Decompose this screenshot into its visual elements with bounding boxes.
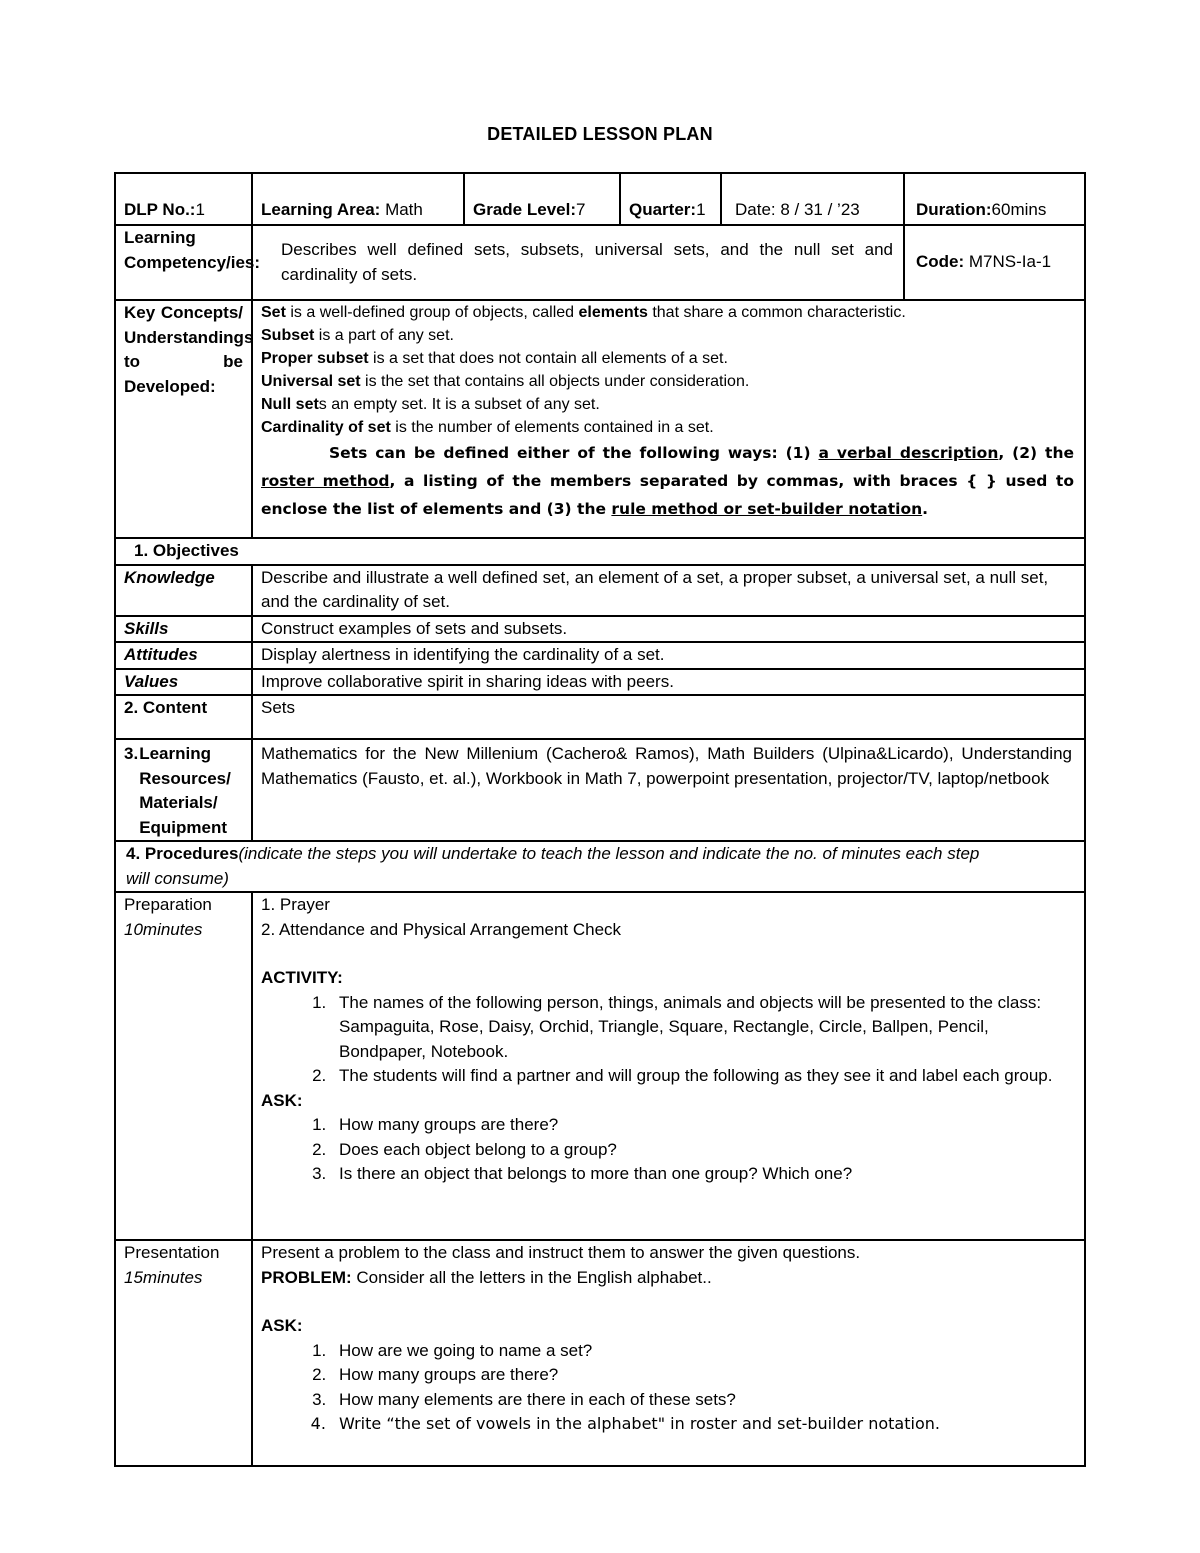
objectives-heading: 1. Objectives bbox=[115, 538, 1085, 565]
date-cell: Date: 8 / 31 / ’23 bbox=[721, 173, 904, 225]
ask-label: ASK: bbox=[261, 1090, 303, 1110]
code-cell: Code: M7NS-Ia-1 bbox=[904, 225, 1085, 300]
quarter-cell: Quarter:1 bbox=[620, 173, 721, 225]
attitudes-row bbox=[115, 642, 1085, 669]
objectives-heading-row bbox=[115, 538, 1085, 565]
definition-set: Set is a well-defined group of objects, called elements that share a common characteristic. bbox=[261, 304, 906, 321]
resources-row bbox=[115, 739, 1085, 841]
resources-label-cell: 3. Learning Resources/ Materials/ Equipment bbox=[115, 739, 252, 841]
preparation-label: Preparation bbox=[124, 895, 212, 914]
attendance-step: 2. Attendance and Physical Arrangement Check bbox=[261, 919, 622, 939]
lesson-plan-table bbox=[114, 172, 1086, 1467]
list-item: 1. The names of the following person, things, animals and objects will be presented to the class: Sampaguita, Rose, Daisy, Orchid, Triangle, Square, Rectangle, Circle, Ballpen, Pencil, Bondpaper, Notebook. bbox=[331, 991, 1072, 1065]
ask-label: ASK: bbox=[261, 1316, 303, 1335]
attitudes-label: Attitudes bbox=[115, 642, 252, 669]
key-concepts-label: Key Concepts/ Understandings to be Developed: bbox=[115, 300, 252, 538]
presentation-row bbox=[115, 1240, 1085, 1466]
page-title: DETAILED LESSON PLAN bbox=[487, 124, 713, 144]
key-concepts-content bbox=[252, 300, 1085, 538]
procedures-row bbox=[115, 841, 1085, 892]
activity-label: ACTIVITY: bbox=[261, 968, 343, 987]
learning-area-cell: Learning Area: Math bbox=[252, 173, 464, 225]
key-concepts-row bbox=[115, 300, 1085, 538]
list-item: 2. Does each object belong to a group? bbox=[331, 1138, 1072, 1163]
competency-label: Learning Competency/ies: bbox=[115, 225, 252, 300]
list-item: 4. Write “the set of vowels in the alphabet" in roster and set-builder notation. bbox=[331, 1412, 1072, 1437]
problem-line: PROBLEM: Consider all the letters in the English alphabet.. bbox=[261, 1267, 712, 1287]
list-item: 3. Is there an object that belongs to more than one group? Which one? bbox=[331, 1162, 1072, 1187]
preparation-content bbox=[252, 892, 1085, 1240]
definition-universal-set: Universal set is the set that contains all objects under consideration. bbox=[261, 373, 750, 390]
preparation-time: 10minutes bbox=[124, 919, 203, 939]
definition-null-set: Null sets an empty set. It is a subset of any set. bbox=[261, 396, 600, 413]
values-text: Improve collaborative spirit in sharing ideas with peers. bbox=[252, 669, 1085, 696]
dlp-no-cell: DLP No.:1 bbox=[115, 173, 252, 225]
definition-proper-subset: Proper subset is a set that does not contain all elements of a set. bbox=[261, 350, 728, 367]
resources-label: Learning Resources/ Materials/ Equipment bbox=[139, 744, 231, 837]
content-text: Sets bbox=[252, 695, 1085, 739]
preparation-row bbox=[115, 892, 1085, 1240]
attitudes-text: Display alertness in identifying the cardinality of a set. bbox=[252, 642, 1085, 669]
activity-list bbox=[261, 991, 1072, 1089]
resources-text: Mathematics for the New Millenium (Cachero& Ramos), Math Builders (Ulpina&Licardo), Understanding Mathematics (Fausto, et. al.), Workbook in Math 7, powerpoint presentation, projector/TV, laptop/netbook bbox=[252, 739, 1085, 841]
list-item: 3. How many elements are there in each of these sets? bbox=[331, 1388, 1072, 1413]
preparation-ask-list bbox=[261, 1113, 1072, 1187]
knowledge-text: Describe and illustrate a well defined set, an element of a set, a proper subset, a universal set, a null set, and the cardinality of set. bbox=[252, 565, 1085, 616]
knowledge-label: Knowledge bbox=[115, 565, 252, 616]
presentation-label: Presentation bbox=[124, 1243, 220, 1262]
prayer-step: 1. Prayer bbox=[261, 895, 330, 914]
competency-row bbox=[115, 225, 1085, 300]
knowledge-row bbox=[115, 565, 1085, 616]
content-label: 2. Content bbox=[115, 695, 252, 739]
preparation-label-cell bbox=[115, 892, 252, 1240]
content-row bbox=[115, 695, 1085, 739]
duration-cell: Duration:60mins bbox=[904, 173, 1085, 225]
values-row bbox=[115, 669, 1085, 696]
list-item: 1. How many groups are there? bbox=[331, 1113, 1072, 1138]
presentation-content bbox=[252, 1240, 1085, 1466]
list-item: 1. How are we going to name a set? bbox=[331, 1339, 1072, 1364]
presentation-label-cell bbox=[115, 1240, 252, 1466]
presentation-time: 15minutes bbox=[124, 1267, 203, 1287]
skills-label: Skills bbox=[115, 616, 252, 643]
skills-text: Construct examples of sets and subsets. bbox=[252, 616, 1085, 643]
grade-level-cell: Grade Level:7 bbox=[464, 173, 620, 225]
definition-cardinality: Cardinality of set is the number of elements contained in a set. bbox=[261, 419, 714, 436]
presentation-ask-list bbox=[261, 1339, 1072, 1437]
header-row bbox=[115, 173, 1085, 225]
presentation-intro: Present a problem to the class and instruct them to answer the given questions. bbox=[261, 1243, 861, 1262]
skills-row bbox=[115, 616, 1085, 643]
competency-text: Describes well defined sets, subsets, universal sets, and the null set and cardinality of sets. bbox=[252, 225, 904, 300]
set-definition-methods: Sets can be defined either of the following ways: (1) a verbal description, (2) the roster method, a listing of the members separated by commas, with braces { } used to enclose the list of elements and (3) the rule method or set-builder notation. bbox=[261, 444, 1075, 518]
list-item: 2. The students will find a partner and will group the following as they see it and label each group. bbox=[331, 1064, 1072, 1089]
definition-subset: Subset is a part of any set. bbox=[261, 327, 454, 344]
procedures-heading: 4. Procedures(indicate the steps you will undertake to teach the lesson and indicate the no. of minutes each step will consume) bbox=[115, 841, 1085, 892]
values-label: Values bbox=[115, 669, 252, 696]
list-item: 2. How many groups are there? bbox=[331, 1363, 1072, 1388]
